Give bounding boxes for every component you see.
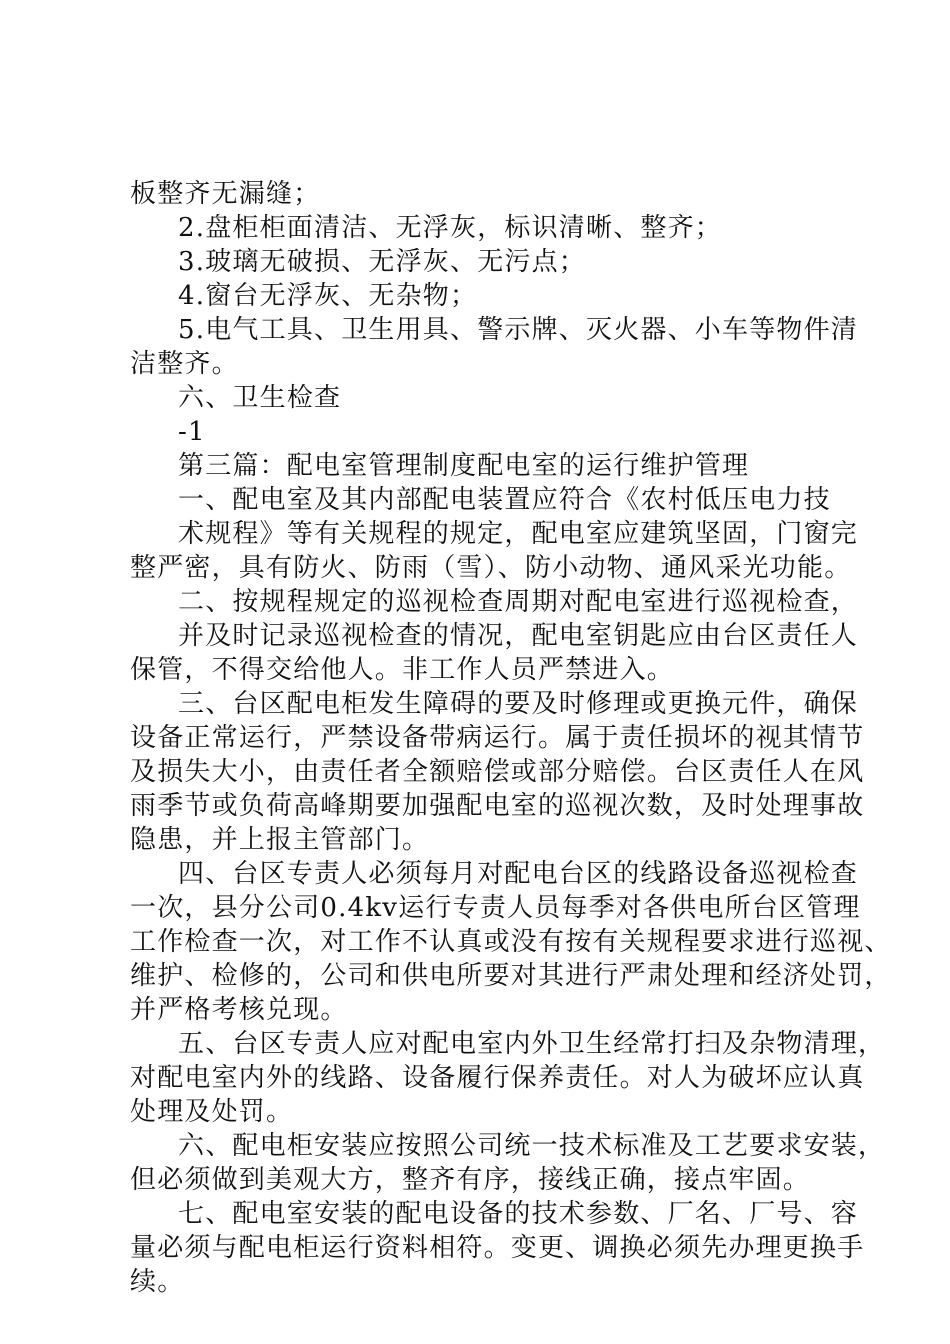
text-line: 续。 <box>130 1267 185 1297</box>
text-line: 七、配电室安装的配电设备的技术参数、厂名、厂号、容 <box>178 1199 859 1229</box>
text-line: 一、配电室及其内部配电装置应符合《农村低压电力技 <box>178 485 831 515</box>
text-line: 并严格考核兑现。 <box>130 995 348 1025</box>
text-line: 雨季节或负荷高峰期要加强配电室的巡视次数，及时处理事故 <box>130 791 865 821</box>
text-line: 量必须与配电柜运行资料相符。变更、调换必须先办理更换手 <box>130 1233 865 1263</box>
text-line: 4.窗台无浮灰、无杂物； <box>178 281 478 311</box>
text-line: 及损失大小，由责任者全额赔偿或部分赔偿。台区责任人在风 <box>130 757 865 787</box>
article-title: 第三篇：配电室管理制度配电室的运行维护管理 <box>178 451 750 481</box>
text-line: 三、台区配电柜发生障碍的要及时修理或更换元件，确保 <box>178 689 859 719</box>
page-marker: -1 <box>178 417 206 447</box>
text-line: 2.盘柜柜面清洁、无浮灰，标识清晰、整齐； <box>178 213 723 243</box>
text-line: 二、按规程规定的巡视检查周期对配电室进行巡视检查， <box>178 587 859 617</box>
text-line: 六、配电柜安装应按照公司统一技术标准及工艺要求安装， <box>178 1131 886 1161</box>
text-line: 洁整齐。 <box>130 349 239 379</box>
text-line: 工作检查一次，对工作不认真或没有按有关规程要求进行巡视、 <box>130 927 892 957</box>
text-line: 保管，不得交给他人。非工作人员严禁进入。 <box>130 655 675 685</box>
text-line: 设备正常运行，严禁设备带病运行。属于责任损坏的视其情节 <box>130 723 865 753</box>
text-line: 五、台区专责人应对配电室内外卫生经常打扫及杂物清理， <box>178 1029 886 1059</box>
text-line: 但必须做到美观大方，整齐有序，接线正确，接点牢固。 <box>130 1165 811 1195</box>
text-line: 5.电气工具、卫生用具、警示牌、灭火器、小车等物件清 <box>178 315 859 345</box>
text-line: 术规程》等有关规程的规定，配电室应建筑坚固，门窗完 <box>178 519 859 549</box>
text-line: 并及时记录巡视检查的情况，配电室钥匙应由台区责任人 <box>178 621 859 651</box>
text-line: 隐患，并上报主管部门。 <box>130 825 430 855</box>
text-line: 对配电室内外的线路、设备履行保养责任。对人为破坏应认真 <box>130 1063 865 1093</box>
text-line: 维护、检修的，公司和供电所要对其进行严肃处理和经济处罚， <box>130 961 892 991</box>
text-line: 四、台区专责人必须每月对配电台区的线路设备巡视检查 <box>178 859 859 889</box>
text-line: 处理及处罚。 <box>130 1097 294 1127</box>
text-line: 一次，县分公司0.4kv运行专责人员每季对各供电所台区管理 <box>130 893 861 923</box>
text-line: 整严密，具有防火、防雨（雪）、防小动物、通风采光功能。 <box>130 553 852 583</box>
text-line: 3.玻璃无破损、无浮灰、无污点； <box>178 247 587 277</box>
text-line: 板整齐无漏缝； <box>130 179 321 209</box>
section-heading: 六、卫生检查 <box>178 383 342 413</box>
